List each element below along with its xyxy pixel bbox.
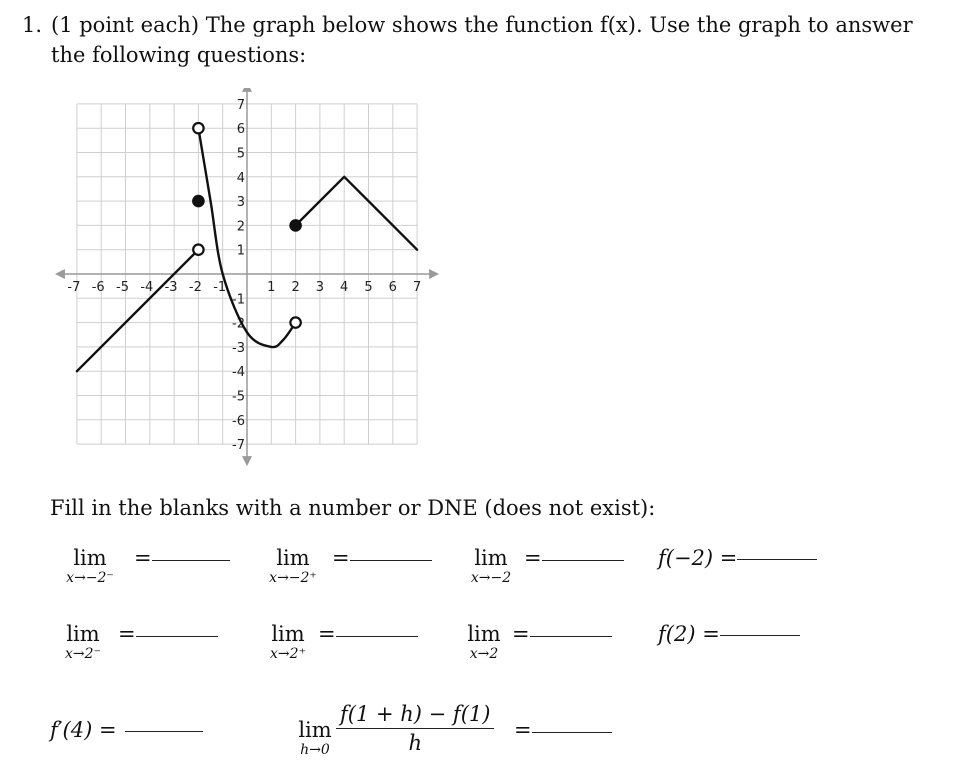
answer-blank-8[interactable] xyxy=(720,635,800,636)
function-graph xyxy=(50,88,450,473)
open-endpoint xyxy=(193,123,203,133)
y-tick-label: 7 xyxy=(236,97,245,113)
f-of-neg2-label: f(−2) = xyxy=(658,546,738,570)
answer-row-5 xyxy=(118,622,218,646)
y-tick-label: 4 xyxy=(236,170,245,186)
fraction-numerator: f(1 + h) − f(1) xyxy=(340,702,491,726)
function-polyline xyxy=(296,177,418,250)
derivative-label: f′(4) = xyxy=(50,718,117,742)
lim-word: lim xyxy=(474,546,508,570)
difference-quotient-fraction xyxy=(336,700,494,757)
limit-x-to-2-right xyxy=(258,622,318,662)
x-tick-label: 4 xyxy=(340,280,349,295)
x-axis-arrow-left xyxy=(55,269,65,279)
y-tick-label: -1 xyxy=(232,292,245,308)
answer-blank-1[interactable] xyxy=(152,560,230,561)
x-tick-label: 6 xyxy=(388,280,397,295)
lim-subscript: h→0 xyxy=(300,742,330,758)
x-tick-label: 7 xyxy=(412,280,422,295)
x-tick-label: -1 xyxy=(213,280,227,295)
problem-statement-line1: (1 point each) The graph below shows the function f(x). Use the graph to answer xyxy=(51,13,913,37)
derivative-row xyxy=(50,718,203,742)
problem-number: 1. xyxy=(22,13,43,37)
fraction-denominator: h xyxy=(408,731,422,755)
limit-x-to-2-left xyxy=(54,622,112,662)
lim-word: lim xyxy=(298,718,332,742)
answer-blank-10[interactable] xyxy=(532,732,612,733)
y-tick-label: 2 xyxy=(236,219,245,235)
answer-blank-6[interactable] xyxy=(336,636,418,637)
x-tick-label: 5 xyxy=(364,280,373,295)
answer-blank-4[interactable] xyxy=(737,559,817,560)
answer-blank-7[interactable] xyxy=(530,636,612,637)
equals-sign: = xyxy=(134,546,152,570)
y-tick-label: -6 xyxy=(232,413,245,429)
instructions: Fill in the blanks with a number or DNE (does not exist): xyxy=(50,496,656,520)
lim-subscript: x→−2⁺ xyxy=(269,570,317,586)
x-tick-label: -3 xyxy=(164,280,178,295)
lim-word: lim xyxy=(66,622,100,646)
limit-x-to-neg2 xyxy=(461,546,521,586)
f-of-2-row xyxy=(658,622,800,646)
y-axis-arrow-up xyxy=(242,88,252,92)
x-tick-label: -6 xyxy=(91,280,105,295)
open-endpoint xyxy=(290,317,300,327)
lim-word: lim xyxy=(467,622,501,646)
answer-row-7 xyxy=(512,622,612,646)
closed-endpoint xyxy=(290,220,300,230)
y-tick-label: -5 xyxy=(232,389,245,405)
lim-subscript: x→2⁻ xyxy=(65,646,101,662)
y-tick-label: 5 xyxy=(236,146,245,162)
y-tick-label: 3 xyxy=(236,195,245,211)
y-tick-label: -3 xyxy=(232,340,245,356)
y-tick-label: -4 xyxy=(232,365,245,381)
y-tick-label: 6 xyxy=(236,122,245,138)
answer-row-1 xyxy=(134,546,230,570)
lim-subscript: x→2⁺ xyxy=(270,646,306,662)
answer-row-2 xyxy=(332,546,432,570)
difference-quotient-limit xyxy=(290,718,340,758)
x-tick-label: 2 xyxy=(291,280,300,295)
answer-row-6 xyxy=(318,622,418,646)
lim-word: lim xyxy=(276,546,310,570)
answer-blank-5[interactable] xyxy=(136,636,218,637)
equals-sign: = xyxy=(524,546,542,570)
limit-x-to-neg2-left xyxy=(58,546,122,586)
equals-sign: = xyxy=(332,546,350,570)
x-tick-label: -4 xyxy=(140,280,154,295)
y-tick-label: 1 xyxy=(236,243,245,259)
lim-word: lim xyxy=(271,622,305,646)
graph-axes xyxy=(55,88,439,466)
answer-blank-3[interactable] xyxy=(542,560,624,561)
equals-sign: = xyxy=(512,622,530,646)
lim-subscript: x→2 xyxy=(469,646,499,662)
y-tick-label: -7 xyxy=(232,438,245,454)
equals-sign: = xyxy=(514,718,532,742)
y-axis-arrow-down xyxy=(242,456,252,466)
x-axis-arrow-right xyxy=(429,269,439,279)
equals-sign: = xyxy=(118,622,136,646)
answer-row-10 xyxy=(514,718,612,742)
answer-blank-2[interactable] xyxy=(350,560,432,561)
x-tick-label: -5 xyxy=(116,280,129,295)
f-of-neg2-row xyxy=(658,546,817,570)
limit-x-to-2 xyxy=(458,622,510,662)
open-endpoint xyxy=(193,245,203,255)
closed-endpoint xyxy=(193,196,203,206)
function-segment xyxy=(77,250,198,372)
x-tick-label: 1 xyxy=(267,280,276,295)
lim-subscript: x→−2 xyxy=(470,570,512,586)
problem-statement-line2: the following questions: xyxy=(51,43,307,67)
y-tick-label: -2 xyxy=(232,316,245,332)
x-tick-label: 3 xyxy=(315,280,325,295)
lim-word: lim xyxy=(73,546,107,570)
answer-row-3 xyxy=(524,546,624,570)
equals-sign: = xyxy=(318,622,336,646)
x-tick-label: -2 xyxy=(188,280,202,295)
answer-blank-9[interactable] xyxy=(125,731,203,732)
x-tick-label: -7 xyxy=(67,280,81,295)
limit-x-to-neg2-right xyxy=(258,546,328,586)
lim-subscript: x→−2⁻ xyxy=(66,570,114,586)
f-of-2-label: f(2) = xyxy=(658,622,720,646)
